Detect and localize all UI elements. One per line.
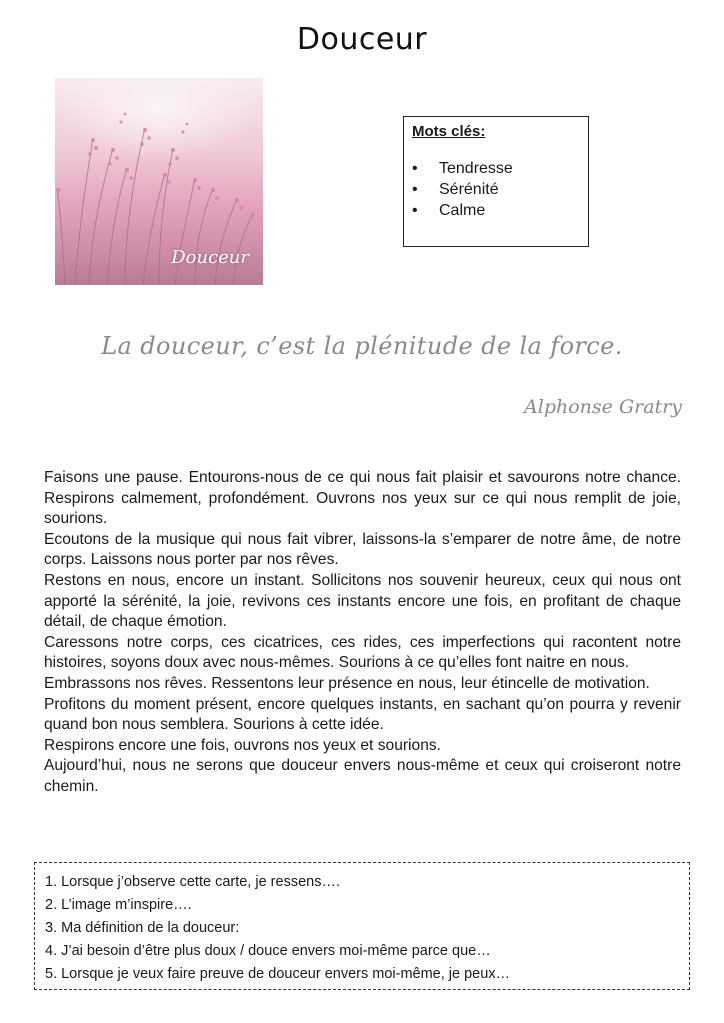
- quote-author: Alphonse Gratry: [524, 396, 682, 418]
- question-item: 1. Lorsque j’observe cette carte, je ressens….: [45, 874, 340, 890]
- page-title: Douceur: [296, 22, 428, 57]
- bullet-icon: •: [412, 160, 418, 177]
- paragraph: Ecoutons de la musique qui nous fait vibrer, laissons-la s’emparer de notre âme, de notre corps. Laissons nous porter par nos rêves.: [44, 530, 681, 569]
- bullet-icon: •: [412, 202, 418, 219]
- photo-caption: Douceur: [171, 247, 249, 268]
- paragraph: Aujourd’hui, nous ne serons que douceur envers nous-même et ceux qui croiseront notre chemin.: [44, 757, 681, 795]
- question-item: 5. Lorsque je veux faire preuve de douceur envers moi-même, je peux…: [45, 966, 511, 982]
- keywords-list: [412, 158, 580, 221]
- keyword-item: • Tendresse: [412, 160, 513, 177]
- paragraph: Faisons une pause. Entourons-nous de ce qui nous fait plaisir et savourons notre chance. Respirons calmement, profondément. Ouvrons nos yeux sur ce qui nous remplit de joie, sourions.: [44, 469, 681, 528]
- keywords-title: Mots clés:: [412, 123, 486, 140]
- reflection-questions-box: [34, 862, 690, 990]
- quote-text: La douceur, c’est la plénitude de la force.: [101, 332, 623, 360]
- keywords-box: [403, 116, 589, 247]
- question-item: 2. L’image m’inspire….: [45, 897, 192, 913]
- question-item: 4. J’ai besoin d’être plus doux / douce envers moi-même parce que…: [45, 943, 491, 959]
- bullet-icon: •: [412, 181, 418, 198]
- paragraph: Caressons notre corps, ces cicatrices, ces rides, ces imperfections qui racontent notre histoires, soyons doux avec nous-mêmes. Sourions à ce qu’elles font naitre en nous.: [44, 633, 681, 672]
- question-item: 3. Ma définition de la douceur:: [45, 920, 240, 936]
- paragraph: Restons en nous, encore un instant. Sollicitons nos souvenir heureux, ceux qui nous ont apporté la sérénité, la joie, revivons ces instants encore une fois, en profitant de chaque détail, de chaque émotion.: [44, 571, 681, 631]
- keyword-item: • Calme: [412, 202, 486, 219]
- pink-grass-photo: [55, 78, 263, 285]
- keyword-item: • Sérénité: [412, 181, 499, 198]
- paragraph: Embrassons nos rêves. Ressentons leur présence en nous, leur étincelle de motivation.: [44, 674, 650, 692]
- paragraph: Profitons du moment présent, encore quelques instants, en sachant qu’on pourra y revenir quand bon nous semblera. Sourions à cette idée.: [44, 695, 681, 734]
- meditation-text: [44, 468, 681, 798]
- paragraph: Respirons encore une fois, ouvrons nos yeux et sourions.: [44, 736, 441, 754]
